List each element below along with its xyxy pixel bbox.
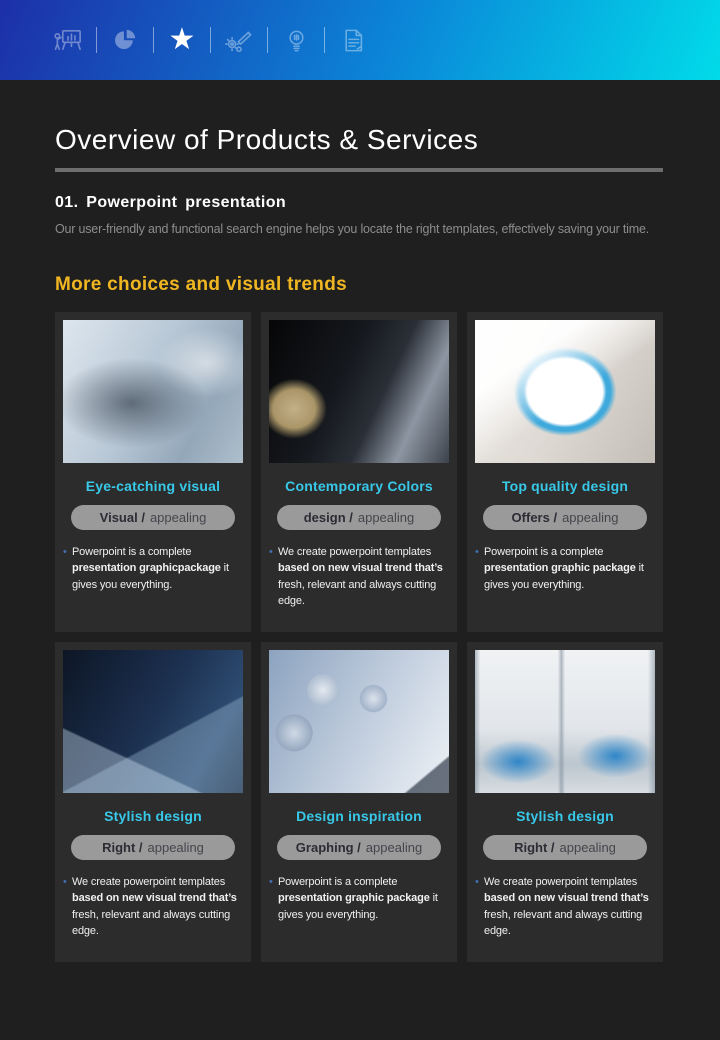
card-stylish-design-1 xyxy=(55,642,251,962)
card-title: Stylish design xyxy=(104,807,202,824)
bullet-marker: • xyxy=(475,875,479,888)
badge-bold-label: Offers / xyxy=(511,509,558,525)
lightbulb-icon-glyph xyxy=(283,27,310,54)
card-badge xyxy=(71,505,235,530)
card-title: Stylish design xyxy=(516,807,614,824)
card-body xyxy=(269,544,449,624)
badge-regular-label: appealing xyxy=(562,509,619,525)
badge-regular-label: appealing xyxy=(357,509,415,525)
card-image-credit-card-closeup xyxy=(269,320,449,463)
header-banner xyxy=(0,0,720,80)
card-design-inspiration xyxy=(261,642,457,962)
pie-chart-icon-glyph xyxy=(112,27,138,53)
card-title: Contemporary Colors xyxy=(285,477,433,494)
badge-bold-label: Graphing / xyxy=(295,839,361,855)
card-image-businessman-virtual-chart xyxy=(63,650,243,793)
badge-bold-label: Right / xyxy=(514,839,555,855)
badge-regular-label: appealing xyxy=(149,509,207,525)
card-body-text: We create powerpoint templates based on new visual trend that’s fresh, relevant and always cutting edge. xyxy=(484,875,649,938)
card-title: Top quality design xyxy=(501,477,629,494)
gears-pen-icon-glyph xyxy=(224,26,254,54)
gears-pen-icon[interactable] xyxy=(211,20,267,60)
badge-regular-label: appealing xyxy=(147,839,204,855)
sub-heading: More choices and visual trends xyxy=(55,273,347,295)
badge-regular-label: appealing xyxy=(365,839,423,855)
title-underline xyxy=(55,168,663,172)
card-badge xyxy=(483,835,647,860)
card-title: Design inspiration xyxy=(296,807,422,824)
card-body xyxy=(63,874,243,954)
presentation-board-icon-glyph xyxy=(53,26,83,54)
card-eye-catching-visual xyxy=(55,312,251,632)
bullet-marker: • xyxy=(269,875,273,888)
badge-bold-label: design / xyxy=(303,509,353,525)
card-body-text: Powerpoint is a complete presentation graphicpackage it gives you everything. xyxy=(72,545,229,591)
card-top-quality-design xyxy=(467,312,663,632)
card-badge xyxy=(71,835,235,860)
card-body xyxy=(63,544,243,608)
card-image-coins-pen-graph xyxy=(269,650,449,793)
lightbulb-icon[interactable] xyxy=(268,20,324,60)
card-body-text: We create powerpoint templates based on new visual trend that’s fresh, relevant and always cutting edge. xyxy=(278,545,443,608)
slide-content xyxy=(0,124,720,962)
card-image-tablet-business-charts xyxy=(475,320,655,463)
card-title: Eye-catching visual xyxy=(85,477,221,494)
document-icon-glyph xyxy=(340,27,367,54)
bullet-marker: • xyxy=(269,545,273,558)
card-contemporary-colors xyxy=(261,312,457,632)
card-image-hand-sketching-diagram xyxy=(63,320,243,463)
badge-bold-label: Right / xyxy=(102,839,143,855)
bullet-marker: • xyxy=(475,545,479,558)
card-body xyxy=(475,544,655,608)
badge-bold-label: Visual / xyxy=(99,509,145,525)
cards-grid xyxy=(55,312,663,962)
badge-regular-label: appealing xyxy=(559,839,616,855)
pie-chart-icon[interactable] xyxy=(97,20,153,60)
card-body-text: We create powerpoint templates based on new visual trend that’s fresh, relevant and always cutting edge. xyxy=(72,875,237,938)
header-icon-nav xyxy=(40,20,381,60)
card-body-text: Powerpoint is a complete presentation graphic package it gives you everything. xyxy=(278,875,438,921)
bullet-marker: • xyxy=(63,545,67,558)
card-stylish-design-2 xyxy=(467,642,663,962)
card-badge xyxy=(277,505,441,530)
card-body xyxy=(475,874,655,954)
section-description: Our user-friendly and functional search engine helps you locate the right templates, effectively saving your time. xyxy=(55,222,649,236)
card-image-office-team-meeting xyxy=(475,650,655,793)
document-icon[interactable] xyxy=(325,20,381,60)
card-body-text: Powerpoint is a complete presentation graphic package it gives you everything. xyxy=(484,545,644,591)
bullet-marker: • xyxy=(63,875,67,888)
star-icon[interactable] xyxy=(154,20,210,60)
card-body xyxy=(269,874,449,938)
section-title: 01. Powerpoint presentation xyxy=(55,194,287,211)
page-title: Overview of Products & Services xyxy=(55,124,479,155)
card-badge xyxy=(277,835,441,860)
card-badge xyxy=(483,505,647,530)
presentation-board-icon[interactable] xyxy=(40,20,96,60)
star-icon-glyph: ★ xyxy=(168,22,196,57)
